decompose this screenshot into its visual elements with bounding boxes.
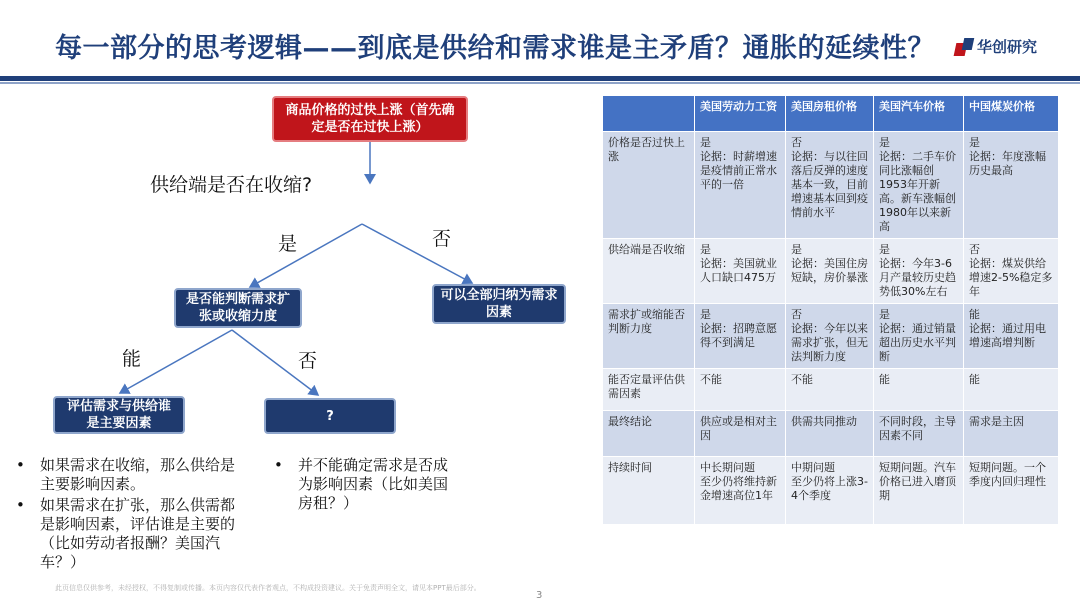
table-header-row xyxy=(603,96,1059,132)
judge-demand-box: 是否能判断需求扩张或收缩力度 xyxy=(174,288,302,328)
can-label: 能 xyxy=(122,348,142,370)
table-cell: 否 论据：煤炭供给增速2-5%稳定多年 xyxy=(964,239,1059,304)
bullet-item: • 如果需求在收缩，那么供给是主要影响因素。 xyxy=(14,456,246,494)
column-header xyxy=(603,96,695,132)
table-cell: 中长期问题 至少仍将维持新金增速高位1年 xyxy=(695,457,786,525)
row-header-cell: 最终结论 xyxy=(603,411,695,457)
column-header: 美国汽车价格 xyxy=(874,96,964,132)
table-cell: 是 论据：招聘意愿得不到满足 xyxy=(695,304,786,369)
table-row xyxy=(603,411,1059,457)
yes-label: 是 xyxy=(278,233,298,255)
row-header-cell: 持续时间 xyxy=(603,457,695,525)
page-title: 每一部分的思考逻辑——到底是供给和需求谁是主矛盾？通胀的延续性？ xyxy=(55,33,935,64)
brand-logo xyxy=(955,36,1037,57)
table-cell: 是 论据：美国就业人口缺口475万 xyxy=(695,239,786,304)
row-header-cell: 供给端是否收缩 xyxy=(603,239,695,304)
table-cell: 不能 xyxy=(786,369,874,411)
table-cell: 供应或是相对主因 xyxy=(695,411,786,457)
connector-to-judge xyxy=(250,224,362,287)
disclaimer-note: 此页信息仅供参考，未经授权，不得复制或传播。本页内容仅代表作者观点，不构成投资建议。关于免责声明全文，请见本PPT最后部分。 xyxy=(55,584,481,592)
table-cell: 是 论据：时薪增速是疫情前正常水平的一倍 xyxy=(695,132,786,239)
table-cell: 是 论据：今年3-6月产量较历史趋势低30%左右 xyxy=(874,239,964,304)
table-row xyxy=(603,369,1059,411)
table-cell: 短期问题。一个季度内回归理性 xyxy=(964,457,1059,525)
row-header-cell: 能否定量评估供需因素 xyxy=(603,369,695,411)
row-header-cell: 需求扩或缩能否判断力度 xyxy=(603,304,695,369)
table-cell: 否 论据：今年以来需求扩张，但无法判断力度 xyxy=(786,304,874,369)
price-surge-box: 商品价格的过快上涨（首先确定是否在过快上涨） xyxy=(272,96,468,142)
table-cell: 是 论据：年度涨幅历史最高 xyxy=(964,132,1059,239)
table-cell: 能 xyxy=(874,369,964,411)
table-cell: 否 论据：与以往回落后反弹的速度基本一致，目前增速基本回到疫情前水平 xyxy=(786,132,874,239)
table-cell: 短期问题。汽车价格已进入磨顶期 xyxy=(874,457,964,525)
table-row xyxy=(603,239,1059,304)
bullet-item: • 如果需求在扩张，那么供需都是影响因素，评估谁是主要的（比如劳动者报酬？美国汽车？） xyxy=(14,496,246,572)
all-demand-box: 可以全部归纳为需求因素 xyxy=(432,284,566,324)
logo-mark-icon xyxy=(955,38,973,56)
table-row xyxy=(603,132,1059,239)
cannot-label: 否 xyxy=(298,350,318,372)
connector-to-demand xyxy=(362,224,472,283)
table-cell: 是 论据：美国住房短缺，房价暴涨 xyxy=(786,239,874,304)
column-header: 美国房租价格 xyxy=(786,96,874,132)
table-row xyxy=(603,304,1059,369)
table-cell: 是 论据：通过销量超出历史水平判断 xyxy=(874,304,964,369)
table-cell: 是 论据：二手车价同比涨幅创1953年开新高。新车涨幅创1980年以来新高 xyxy=(874,132,964,239)
table-row xyxy=(603,457,1059,525)
table-cell: 能 论据：通过用电增速高增判断 xyxy=(964,304,1059,369)
table-cell: 需求是主因 xyxy=(964,411,1059,457)
bullet-item: • 并不能确定需求是否成为影响因素（比如美国房租？） xyxy=(272,456,450,513)
column-header: 美国劳动力工资 xyxy=(695,96,786,132)
table-cell: 不能 xyxy=(695,369,786,411)
column-header: 中国煤炭价格 xyxy=(964,96,1059,132)
comparison-table xyxy=(602,95,1059,525)
supply-question: 供给端是否在收缩? xyxy=(150,174,313,196)
page-number: 3 xyxy=(536,590,543,601)
table-cell: 中期问题 至少仍将上涨3-4个季度 xyxy=(786,457,874,525)
unknown-box: ? xyxy=(264,398,396,434)
table-cell: 能 xyxy=(964,369,1059,411)
logo-text: 华创研究 xyxy=(977,38,1038,56)
left-bullet-list xyxy=(14,456,246,574)
table-cell: 供需共同推动 xyxy=(786,411,874,457)
row-header-cell: 价格是否过快上涨 xyxy=(603,132,695,239)
no-label: 否 xyxy=(432,228,452,250)
evaluate-box: 评估需求与供给谁是主要因素 xyxy=(53,396,185,434)
table-cell: 不同时段，主导因素不同 xyxy=(874,411,964,457)
right-bullet-list xyxy=(272,456,450,515)
